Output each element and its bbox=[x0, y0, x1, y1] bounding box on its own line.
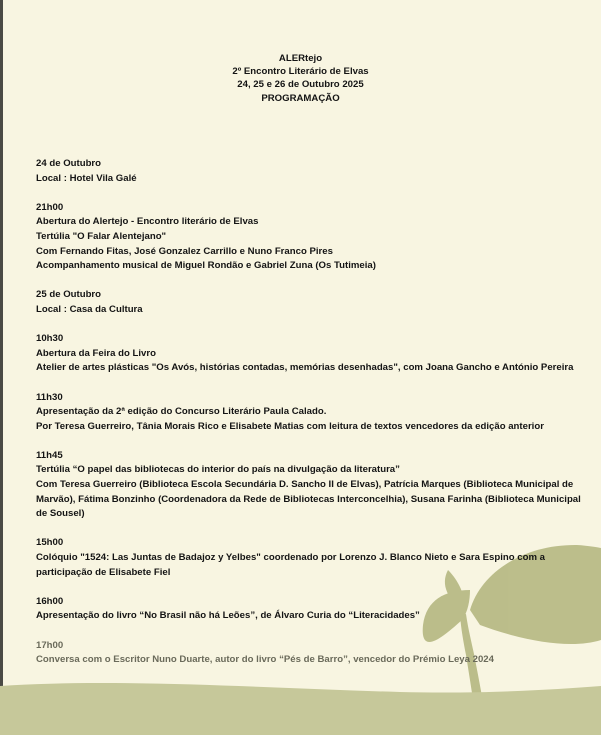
session-time: 11h30 bbox=[36, 391, 63, 403]
event-brand: ALERtejo bbox=[278, 53, 323, 64]
day-oct-25-venue bbox=[36, 288, 581, 317]
program-line: Conversa com o Escritor Nuno Duarte, autor do livro “Pés de Barro”, vencedor do Prémio Leya 2024 bbox=[36, 654, 494, 666]
session-time: 11h45 bbox=[36, 449, 63, 461]
program-line: Apresentação da 2ª edição do Concurso Literário Paula Calado. bbox=[36, 406, 327, 418]
program-line: Com Teresa Guerreiro (Biblioteca Escola Secundária D. Sancho II de Elvas), Patrícia Marques (Biblioteca Municipal de Marvão), Fátima Bonzinho (Coordenadora da Rede de Bibliotecas Interconcelhia), Susana Farinha (Biblioteca Municipal de Sousel) bbox=[36, 479, 581, 520]
session-1030 bbox=[36, 332, 581, 376]
program-line: Abertura do Alertejo - Encontro literário de Elvas bbox=[36, 216, 259, 228]
event-dates: 24, 25 e 26 de Outubro 2025 bbox=[237, 79, 364, 91]
session-time: 15h00 bbox=[36, 537, 64, 549]
program-line: Com Fernando Fitas, José Gonzalez Carrillo e Nuno Franco Pires bbox=[36, 245, 333, 257]
program-list bbox=[36, 157, 581, 682]
session-time: 17h00 bbox=[36, 639, 64, 651]
program-line: 24 de Outubro bbox=[36, 158, 102, 169]
program-line: Local : Casa da Cultura bbox=[36, 303, 143, 315]
program-line: Por Teresa Guerreiro, Tânia Morais Rico e Elisabete Matias com leitura de textos vencedores da edição anterior bbox=[36, 420, 544, 432]
session-1130 bbox=[36, 391, 581, 435]
program-line: Tertúlia "O Falar Alentejano" bbox=[36, 230, 167, 242]
program-line: Local : Hotel Vila Galé bbox=[36, 172, 137, 184]
program-heading: PROGRAMAÇÃO bbox=[261, 92, 340, 104]
program-line: 25 de Outubro bbox=[36, 289, 102, 301]
program-line: Acompanhamento musical de Miguel Rondão e Gabriel Zuna (Os Tutimeia) bbox=[36, 260, 376, 272]
session-1500 bbox=[36, 536, 581, 580]
program-line: Atelier de artes plásticas "Os Avós, histórias contadas, memórias desenhadas", com Joana Gancho e António Pereira bbox=[36, 362, 574, 374]
session-2100 bbox=[36, 201, 581, 274]
event-header bbox=[0, 52, 601, 105]
session-time: 16h00 bbox=[36, 595, 64, 607]
session-1700 bbox=[36, 639, 581, 668]
session-time: 21h00 bbox=[36, 201, 64, 213]
session-1145 bbox=[36, 449, 581, 522]
program-line: Abertura da Feira do Livro bbox=[36, 347, 156, 359]
program-line: Colóquio "1524: Las Juntas de Badajoz y Yelbes" coordenado por Lorenzo J. Blanco Nieto e Sara Espino com a participação de Elisabete Fiel bbox=[36, 552, 545, 578]
session-1600 bbox=[36, 595, 581, 624]
event-title: 2º Encontro Literário de Elvas bbox=[232, 66, 369, 78]
program-line: Apresentação do livro “No Brasil não há Leões”, de Álvaro Curia do “Literacidades” bbox=[36, 610, 420, 622]
session-time: 10h30 bbox=[36, 333, 64, 345]
program-line: Tertúlia “O papel das bibliotecas do interior do país na divulgação da literatura” bbox=[36, 464, 400, 476]
day-oct-24-venue bbox=[36, 157, 581, 186]
